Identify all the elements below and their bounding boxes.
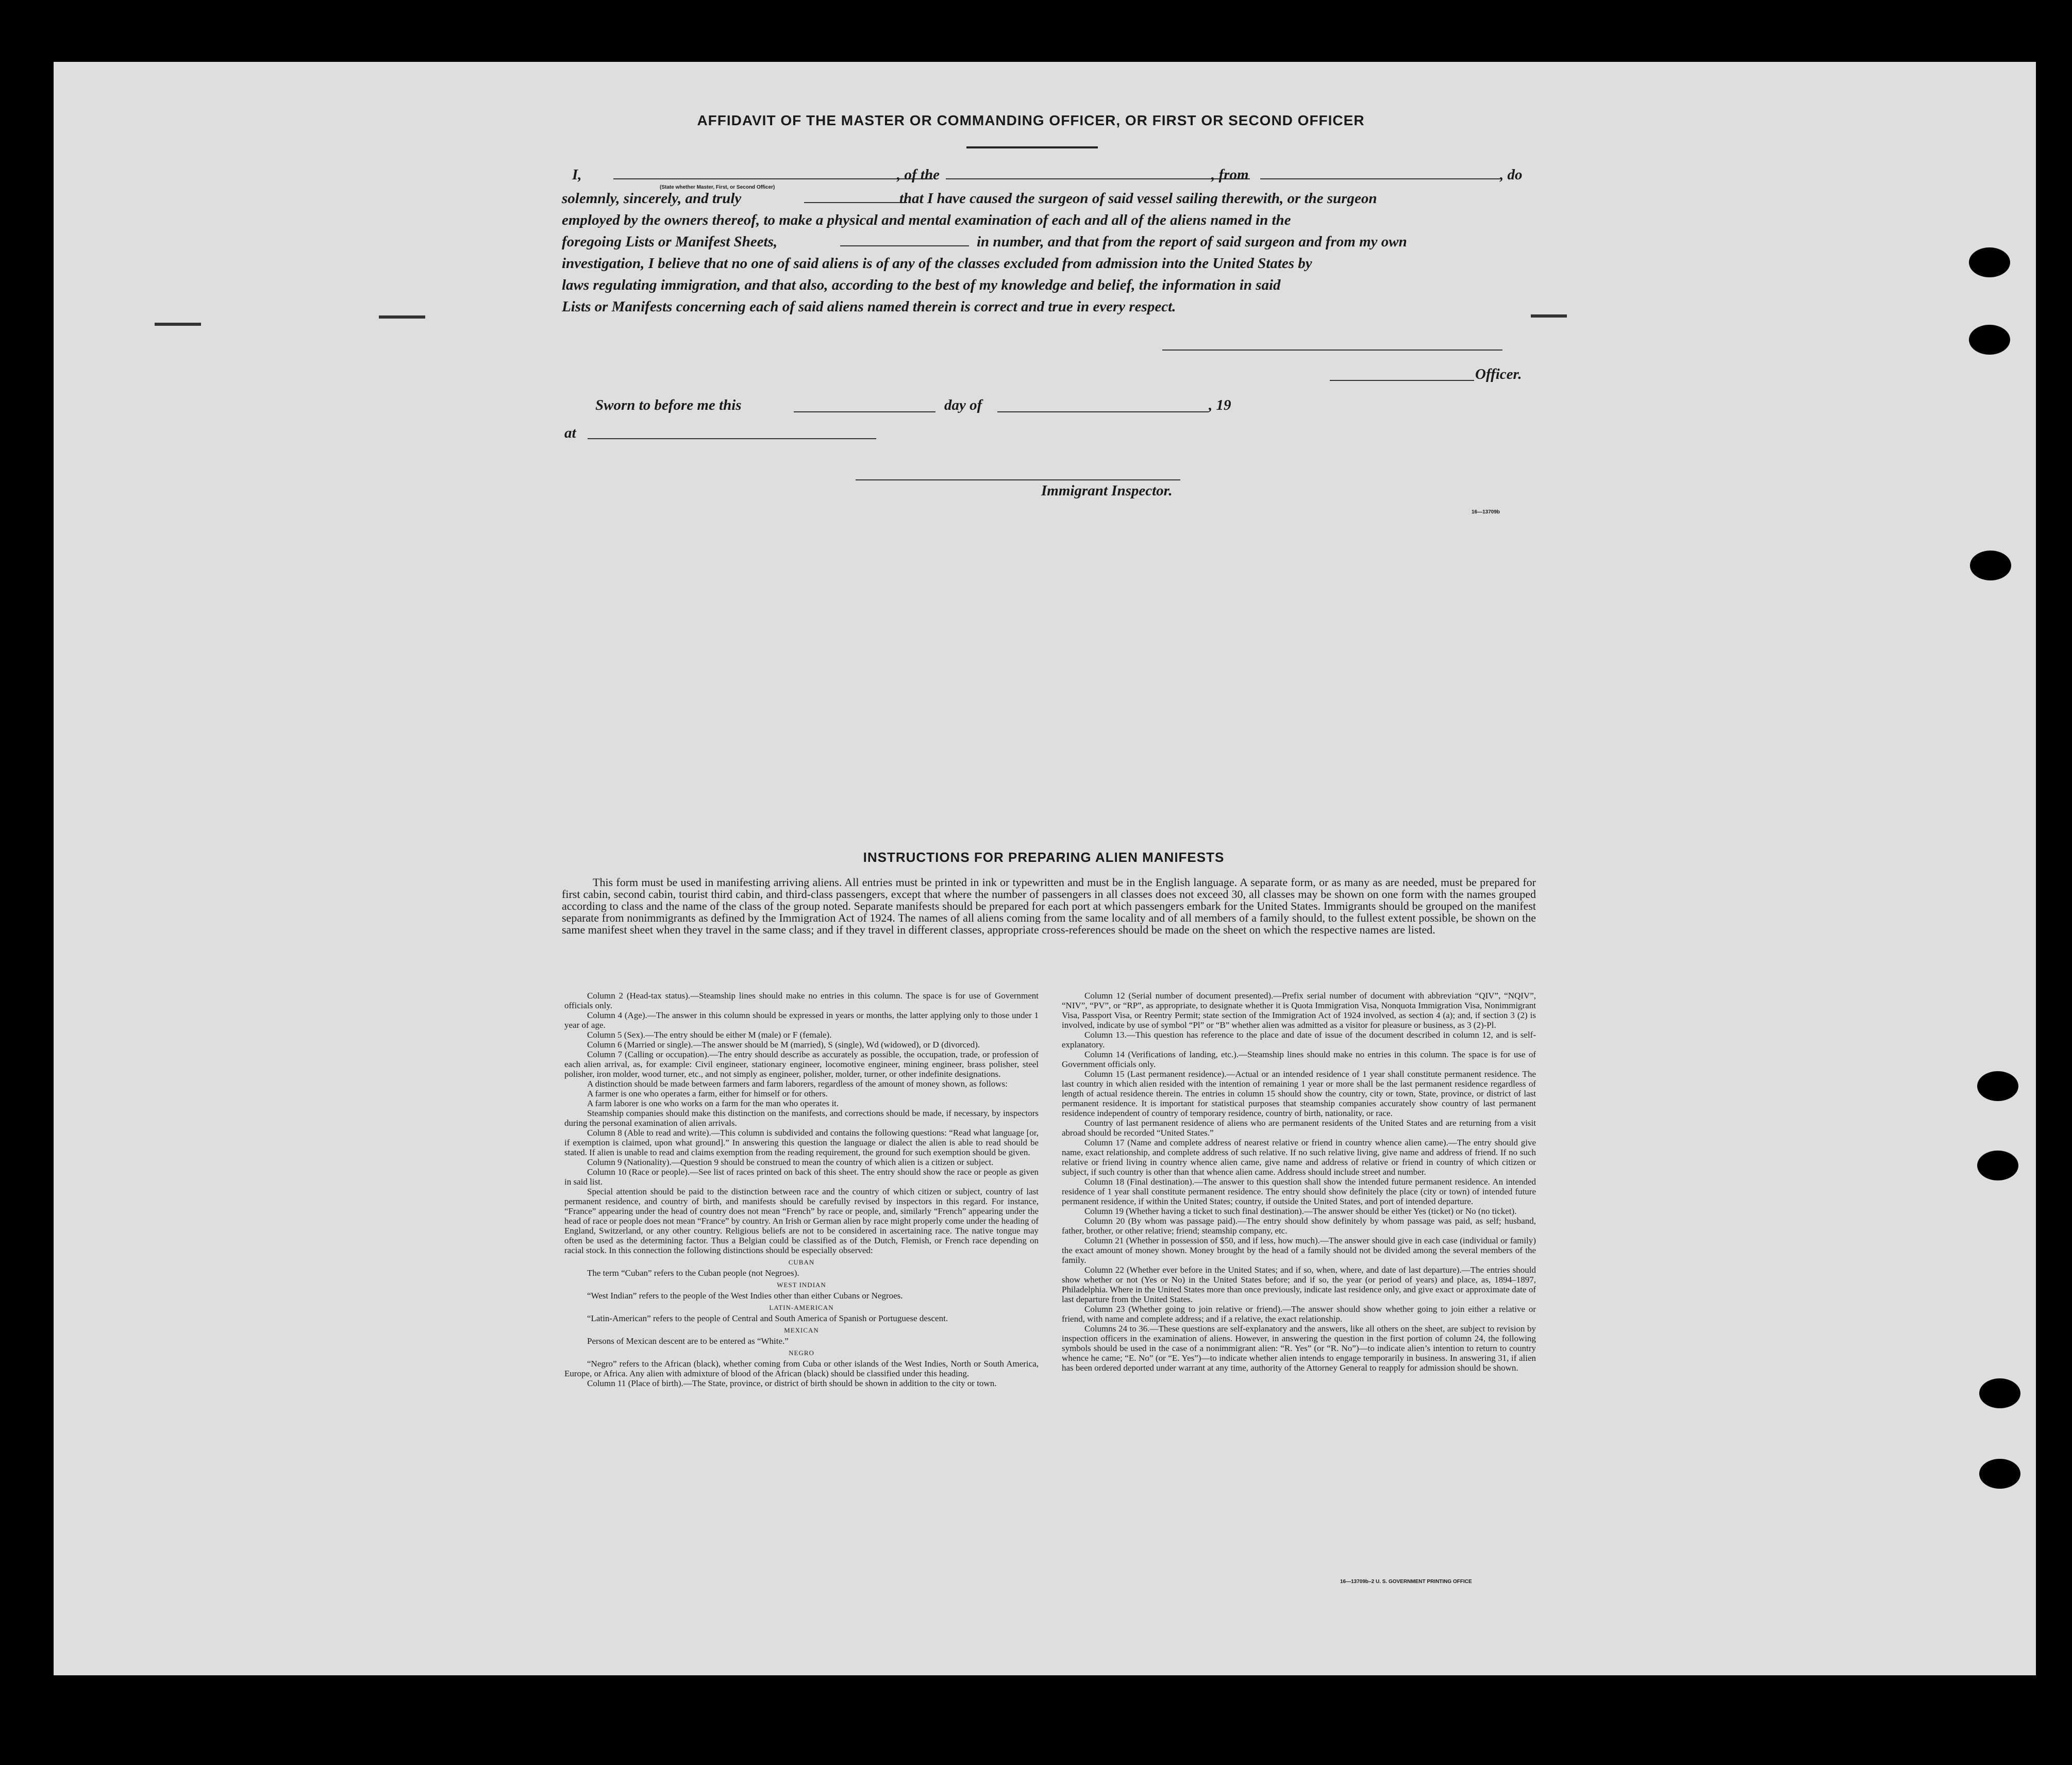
instr-mexican: Persons of Mexican descent are to be entered as “White.” (587, 1336, 789, 1346)
punch-hole (1979, 1378, 2020, 1408)
number-line (840, 245, 969, 246)
instr-col19: Column 19 (Whether having a ticket to such final destination).—The answer should be either Yes (ticket) or No (no ticket). (1084, 1206, 1517, 1216)
instr-steamship: Steamship companies should make this distinction on the manifests, and corrections should be made, if necessary, by inspectors during the personal examination of alien arrivals. (564, 1108, 1039, 1128)
instr-col8: Column 8 (Able to read and write).—This column is subdivided and contains the following questions: “Read what language [or, if exemption is claimed, upon what ground].” In answering this question the language or dialect the alien is able to read should be stated. If alien is unable to read and claims exemption from the reading requirement, the ground for such exemption should be given. (564, 1128, 1039, 1157)
punch-hole (1979, 1459, 2020, 1489)
punch-hole (1969, 247, 2010, 277)
aff-i: I, (572, 166, 582, 183)
instr-col15: Column 15 (Last permanent residence).—Actual or an intended residence of 1 year shall constitute permanent residence. The last country in which alien resided with the intention of remaining 1 year or more shall be the last permanent residence regardless of length of actual residence therein. The entries in column 15 should show the country, city or town, State, province, or district of last permanent residence. It is important for statistical purposes that steamship companies accurately show country of last permanent residence independent of country of temporary residence, country of birth, nationality, or race. (1062, 1069, 1536, 1118)
punch-hole (1977, 1071, 2018, 1101)
instr-col5: Column 5 (Sex).—The entry should be either M (male) or F (female). (587, 1030, 832, 1040)
port-line (1260, 178, 1500, 179)
aff-of: , of the (897, 166, 940, 183)
instr-col2: Column 2 (Head-tax status).—Steamship lines should make no entries in this column. The space is for use of Government officials only. (564, 991, 1039, 1010)
affidavit-line-6: laws regulating immigration, and that also, according to the best of my knowledge and belief, the information in said (562, 277, 1281, 293)
instr-residence: Country of last permanent residence of aliens who are permanent residents of the United States and are returning from a visit abroad should be recorded “United States.” (1062, 1118, 1536, 1138)
instr-col7: Column 7 (Calling or occupation).—The entry should describe as accurately as possible, the occupation, trade, or profession of each alien arrival, as, for example: Civil engineer, stationary engineer, locomotive engineer, mining engineer, brass polisher, steel polisher, iron molder, wood turner, etc., and not simply as engineer, polisher, molder, turner, or other indefinite designations. (564, 1050, 1039, 1079)
instr-col17: Column 17 (Name and complete address of nearest relative or friend in country whence alien came).—The entry should give name, exact relationship, and complete address of such relative. If no such relative living, give name and address of friend. If no such relative or friend living in country whence alien came, give name and address of relative or friend in country of which citizen or subject, if such country is other than that whence alien came. Address should include street and number. (1062, 1138, 1536, 1177)
officer-label: Officer. (1475, 366, 1522, 382)
instr-col13: Column 13.—This question has reference to the place and date of issue of the document described in column 12, and is self-explanatory. (1062, 1030, 1536, 1050)
title-underline (966, 146, 1098, 148)
affidavit-line-7: Lists or Manifests concerning each of said aliens named therein is correct and true in every respect. (562, 298, 1176, 315)
stray-mark (379, 315, 425, 319)
punch-hole (1977, 1151, 2018, 1180)
aff-do: , do (1500, 166, 1523, 183)
instr-col24-36: Columns 24 to 36.—These questions are self-explanatory and the answers, like all others on the sheet, are subject to revision by inspection officers in the examination of aliens. However, in answering the question in the first portion of column 24, the following symbols should be used in the case of a nonimmigrant alien: “R. Yes” (or “R. No”)—to indicate alien’s intention to return to country whence he came; “E. No” (or “E. Yes”)—to indicate whether alien intends to engage temporarily in business. In answering 31, if alien has been ordered deported under warrant at any time, authority of the Attorney General to reapply for admission should be shown. (1062, 1324, 1536, 1373)
instructions-left-column (564, 991, 1039, 1388)
heading-west-indian: WEST INDIAN (777, 1281, 826, 1289)
instr-race: Special attention should be paid to the distinction between race and the country of which citizen or subject, country of last permanent residence, and country of birth, and manifests should be carefully revised by inspectors in this regard. For instance, “France” appearing under the head of country does not mean “French” by race or people, and, similarly “French” appearing under the head of race or people does not mean “France” by country. An Irish or German alien by race might properly come under the heading of England, Switzerland, or any other country. Religious beliefs are not to be considered in ascertaining race. The native tongue may often be used as the determining factor. Thus a Belgian could be classified as of the Dutch, Flemish, or French race depending on racial stock. In this connection the following distinctions should be especially observed: (564, 1187, 1039, 1255)
instr-col23: Column 23 (Whether going to join relative or friend).—The answer should show whether going to join either a relative or friend, with name and complete address; and if a relative, the exact relationship. (1062, 1304, 1536, 1324)
blank-line (804, 202, 907, 203)
heading-latin-american: LATIN-AMERICAN (769, 1304, 834, 1311)
vessel-line (946, 178, 1250, 179)
instr-farmer: A farmer is one who operates a farm, either for himself or for others. (587, 1089, 828, 1098)
instr-col6: Column 6 (Married or single).—The answer should be M (married), S (single), Wd (widowed), or D (divorced). (587, 1040, 980, 1050)
heading-negro: NEGRO (789, 1349, 814, 1357)
instr-col18: Column 18 (Final destination).—The answer to this question shall show the intended future permanent residence. An intended residence of 1 year shall constitute permanent residence. The entry should show definitely the place (city or town) of intended future permanent residence, if within the United States; country, if outside the United States, and port of intended departure. (1062, 1177, 1536, 1206)
inspector-signature-line (856, 479, 1180, 480)
affidavit-line-3: employed by the owners thereof, to make a physical and mental examination of each and all of the aliens named in the (562, 212, 1291, 228)
instr-farmers: A distinction should be made between farmers and farm laborers, regardless of the amount of money shown, as follows: (587, 1079, 1008, 1089)
instr-col11: Column 11 (Place of birth).—The State, province, or district of birth should be shown in addition to the city or town. (587, 1378, 997, 1388)
sworn-day-line (794, 411, 935, 412)
aff-foregoing: foregoing Lists or Manifest Sheets, (562, 234, 778, 250)
officer-signature-line (1330, 380, 1474, 381)
sworn-month-line (997, 411, 1209, 412)
aff-from: , from (1211, 166, 1249, 183)
printing-office-footer: 16—13709b–2 U. S. GOVERNMENT PRINTING OFFICE (1340, 1579, 1472, 1585)
instr-col12: Column 12 (Serial number of document presented).—Prefix serial number of document with abbreviation “QIV”, “NQIV”, “NIV”, “PV”, or “RP”, as appropriate, to designate whether it is Quota Immigration Visa, Nonquota Immigration Visa, Nonimmigrant Visa, Passport Visa, or Reentry Permit; state section of the Immigration Act of 1924 involved, as section 4 (a); and, if section 3 (2) is involved, indicate by use of symbol “Pl” or “B” whether alien was admitted as a visitor for pleasure or business, as 3 (2)-Pl. (1062, 991, 1536, 1030)
aff-surgeon: that I have caused the surgeon of said vessel sailing therewith, or the surgeon (899, 190, 1377, 207)
aff-in-number: in number, and that from the report of said surgeon and from my own (977, 234, 1407, 250)
officer-rank-line (613, 178, 933, 179)
instr-negro: “Negro” refers to the African (black), whether coming from Cuba or other islands of the West Indies, North or South America, Europe, or Africa. Any alien with admixture of blood of the African (black) should be classified under this heading. (564, 1359, 1039, 1378)
stray-mark (1531, 314, 1567, 318)
instr-latin-american: “Latin-American” refers to the people of Central and South America of Spanish or Portuguese descent. (587, 1313, 948, 1323)
sworn-label: Sworn to before me this (595, 397, 742, 413)
heading-mexican: MEXICAN (784, 1326, 819, 1334)
instr-west-indian: “West Indian” refers to the people of the West Indies other than either Cubans or Negroes. (587, 1291, 903, 1301)
year-label: , 19 (1209, 397, 1231, 413)
form-code: 16—13709b (1472, 509, 1500, 515)
heading-cuban: CUBAN (788, 1258, 815, 1266)
instructions-intro: This form must be used in manifesting arriving aliens. All entries must be printed in ink or typewritten and must be in the English language. A separate form, or as many as are needed, must be prepared for first cabin, second cabin, tourist third cabin, and third-class passengers, except that where the number of passengers in all classes does not exceed 30, all classes may be shown on one form with the names grouped according to class and the name of the class of the group noted. Separate manifests should be prepared for each port at which passengers embark for the United States. Immigrants should be grouped on the manifest separate from nonimmigrants as defined by the Immigration Act of 1924. The names of all aliens coming from the same locality and of all members of a family should, to the fullest extent possible, be shown on the same manifest sheet when they travel in the same class; and if they travel in different classes, appropriate cross-references should be made on the sheet on which the respective names are listed. (562, 876, 1536, 936)
signature-line (1162, 349, 1502, 351)
at-line (588, 438, 876, 439)
day-of-label: day of (944, 397, 982, 413)
instr-farm-laborer: A farm laborer is one who works on a farm for the man who operates it. (587, 1098, 839, 1108)
officer-rank-caption: (State whether Master, First, or Second Officer) (660, 185, 775, 190)
inspector-label: Immigrant Inspector. (1041, 482, 1173, 499)
instructions-title: INSTRUCTIONS FOR PREPARING ALIEN MANIFESTS (863, 850, 1225, 865)
stray-mark (155, 323, 201, 326)
instr-col10: Column 10 (Race or people).—See list of races printed on back of this sheet. The entry should show the race or people as given in said list. (564, 1167, 1039, 1187)
instr-col4: Column 4 (Age).—The answer in this column should be expressed in years or months, the latter applying only to those under 1 year of age. (564, 1010, 1039, 1030)
affidavit-title: AFFIDAVIT OF THE MASTER OR COMMANDING OFFICER, OR FIRST OR SECOND OFFICER (697, 112, 1365, 128)
at-label: at (564, 425, 576, 441)
aff-solemnly: solemnly, sincerely, and truly (562, 190, 742, 207)
punch-hole (1969, 325, 2010, 355)
affidavit-line-5: investigation, I believe that no one of said aliens is of any of the classes excluded from admission into the United States by (562, 255, 1312, 272)
instructions-right-column (1062, 991, 1536, 1373)
instr-col9: Column 9 (Nationality).—Question 9 should be construed to mean the country of which alien is a citizen or subject. (587, 1157, 994, 1167)
instr-col14: Column 14 (Verifications of landing, etc.).—Steamship lines should make no entries in this column. The space is for use of Government officials only. (1062, 1050, 1536, 1069)
instr-col20: Column 20 (By whom was passage paid).—The entry should show definitely by whom passage was paid, as self; husband, father, brother, or other relative; friend; steamship company, etc. (1062, 1216, 1536, 1236)
instr-cuban: The term “Cuban” refers to the Cuban people (not Negroes). (587, 1268, 799, 1278)
instr-col22: Column 22 (Whether ever before in the United States; and if so, when, where, and date of last departure).—The entries should show whether or not (Yes or No) in the United States before; and if so, the year (or period of years) and place, as, 1894–1897, Philadelphia. Where in the United States more than once previously, indicate last residence only, and give exact or approximate date of last departure from the United States. (1062, 1265, 1536, 1304)
punch-hole (1970, 551, 2011, 580)
instr-col21: Column 21 (Whether in possession of $50, and if less, how much).—The answer should give in each case (individual or family) the exact amount of money shown. Money brought by the head of a family should not be divided among the several members of the family. (1062, 1236, 1536, 1265)
